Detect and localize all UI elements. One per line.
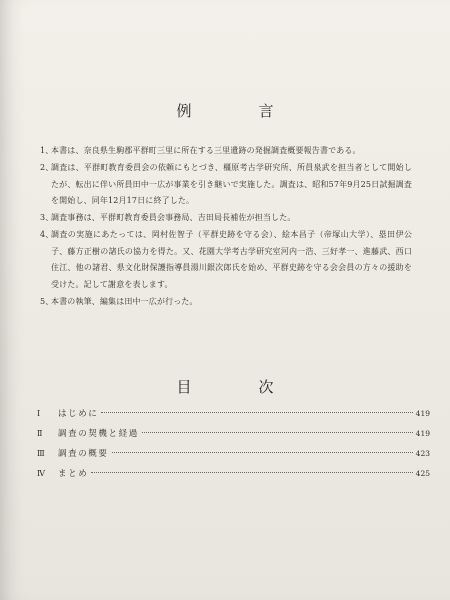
toc-entry-page: 425 <box>415 469 430 478</box>
foreword-item-text: 調査の実施にあたっては、岡村佐智子（平群史跡を守る会）、絵本昌子（帝塚山大学）、塁田伊公子、藤方正樹の諸氏の協力を得た。又、花園大学考古学研究室河内一浩、三好孝一、進藤武、西口住江、他の諸君、県文化財保護指導員湯川銀次郎氏を始め、平群史跡を守る会会員の方々の援助を受けた。記して謝意を表します。 <box>51 230 412 289</box>
foreword-item-text: 調査は、平群町教育委員会の依頼にもとづき、橿原考古学研究所、所員泉武を担当者として開始したが、転出に伴い所員田中一広が事業を引き継いで実施した。調査は、昭和57年9月25日試掘調査を開始し、同年12月17日に終了した。 <box>51 163 412 205</box>
toc-entry[interactable] <box>37 444 430 464</box>
toc-entry-number: Ⅲ <box>37 449 45 458</box>
dot-leader <box>142 432 413 433</box>
toc-entry-number: Ⅱ <box>37 429 43 438</box>
foreword-item <box>40 294 412 311</box>
foreword-item-text: 調査事務は、平群町教育委員会事務局、吉田局長補佐が担当した。 <box>51 213 296 222</box>
foreword-item <box>40 160 412 210</box>
foreword-item-number: 1、 <box>40 146 54 155</box>
foreword-item-number: 2、 <box>40 163 54 172</box>
toc-entry[interactable] <box>37 464 430 484</box>
foreword-list <box>40 143 412 311</box>
dot-leader <box>91 472 412 473</box>
toc-entry-page: 419 <box>415 429 430 438</box>
foreword-item-number: 4、 <box>40 230 54 239</box>
foreword-item-number: 3、 <box>40 213 54 222</box>
foreword-item-text: 本書は、奈良県生駒郡平群町三里に所在する三里遺跡の発掘調査概要報告書である。 <box>51 146 361 155</box>
toc-entry-number: Ⅳ <box>37 469 45 478</box>
dot-leader <box>101 412 412 413</box>
toc-entry-title: 調査の契機と経過 <box>58 429 139 439</box>
dot-leader <box>112 452 413 453</box>
toc-entry-page: 419 <box>415 409 430 418</box>
foreword-item <box>40 210 412 227</box>
foreword-item <box>40 227 412 293</box>
toc-entry-title: 調査の概要 <box>58 449 109 459</box>
toc-entry-number: Ⅰ <box>37 409 41 418</box>
foreword-item <box>40 143 412 160</box>
table-of-contents <box>37 404 430 484</box>
foreword-item-text: 本書の執筆、編集は田中一広が行った。 <box>51 296 198 306</box>
toc-entry-page: 423 <box>415 449 430 458</box>
toc-entry-title: はじめに <box>58 409 99 419</box>
toc-entry[interactable] <box>37 404 430 424</box>
toc-entry-title: まとめ <box>58 469 89 479</box>
toc-entry[interactable] <box>37 424 430 444</box>
foreword-item-number: 5、 <box>40 296 54 306</box>
contents-heading: 目 次 <box>176 378 300 396</box>
foreword-heading: 例 言 <box>176 102 300 120</box>
